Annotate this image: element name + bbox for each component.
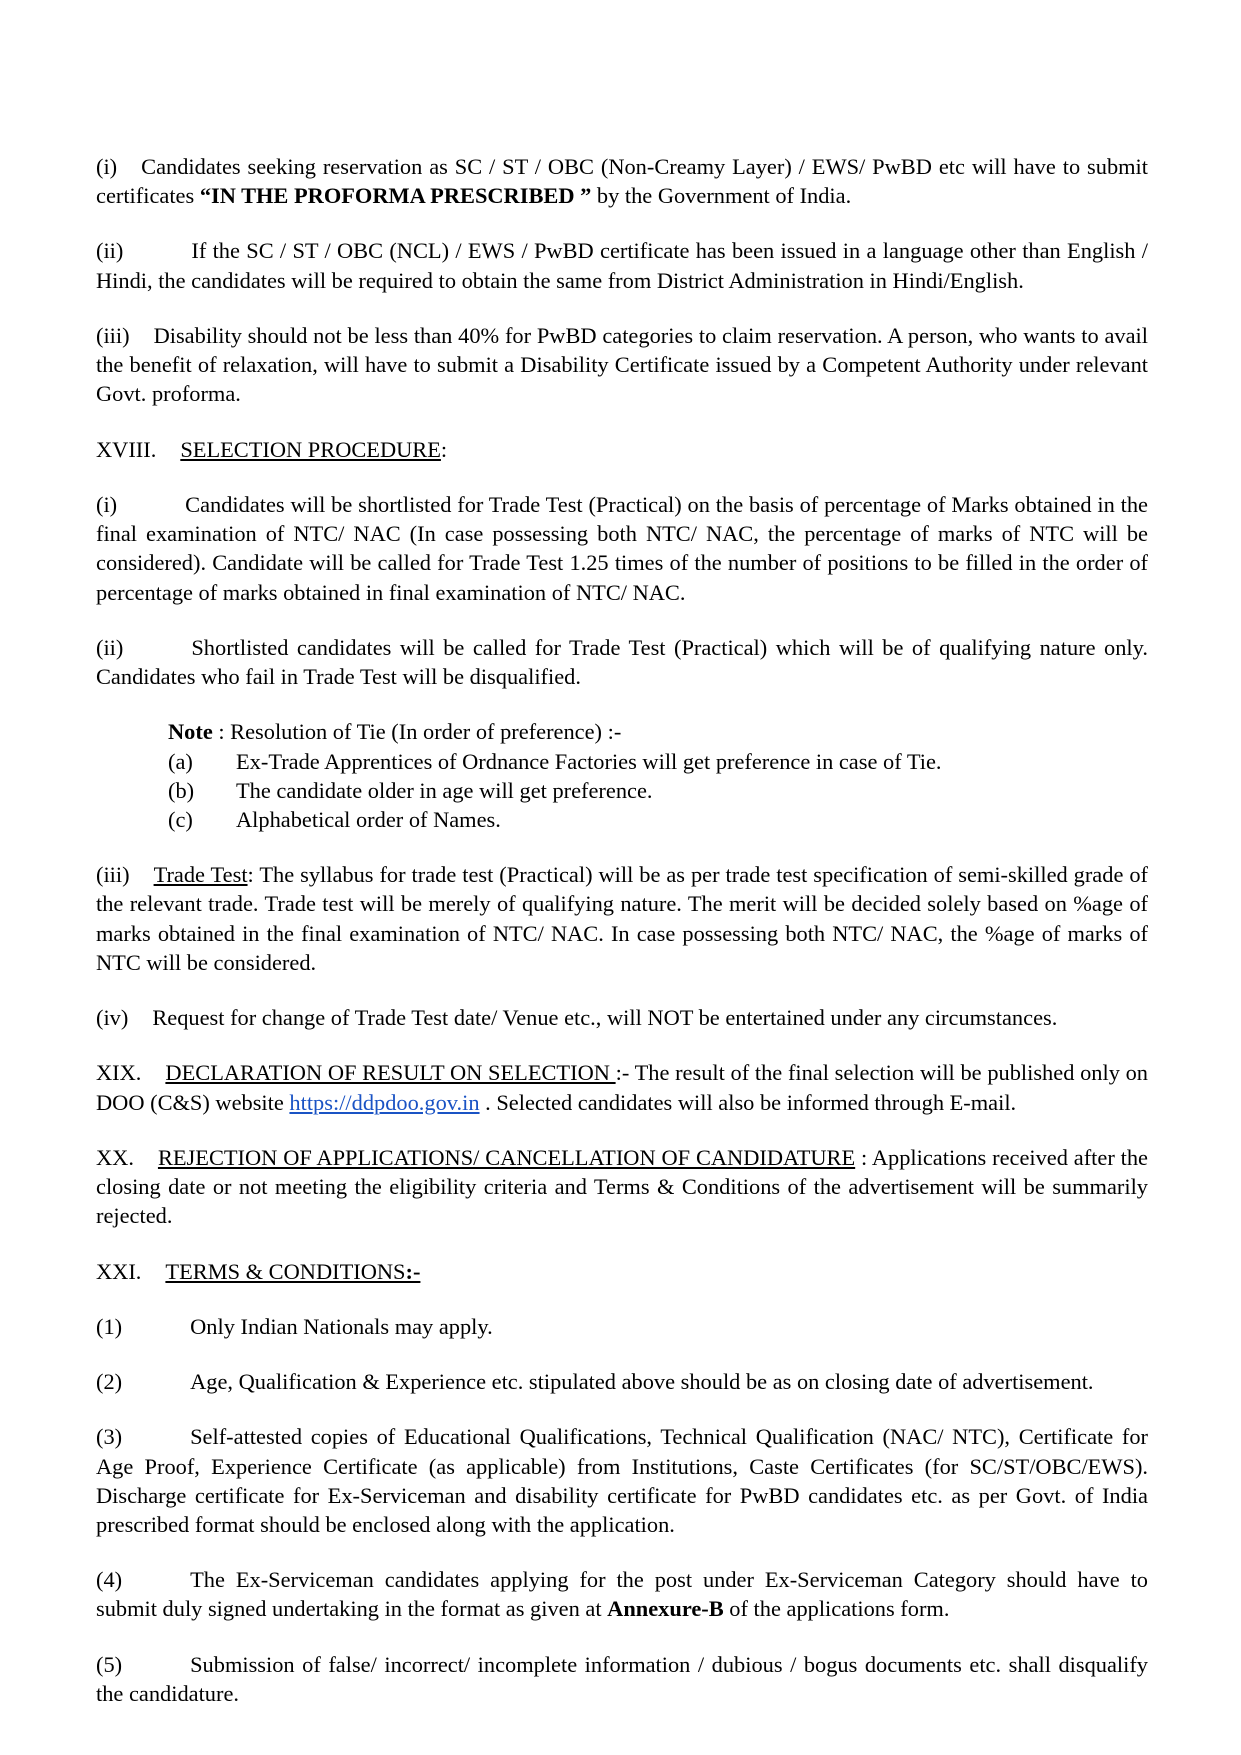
list-marker: (c) bbox=[168, 806, 193, 832]
paragraph-text: The syllabus for trade test (Practical) will be as per trade test specification of semi-skilled grade of the relevant trade. Trade test will be merely of qualifying nature. The merit will be decided solely based on %age of marks obtained in the final examination of NTC/ NAC. In case possessing both NTC/ NAC, the %age of marks of NTC will be considered. bbox=[96, 862, 1148, 975]
paragraph-text: Candidates seeking reservation as SC / ST / OBC (Non-Creamy Layer) / EWS/ PwBD etc will have to submit certificates bbox=[96, 154, 1148, 209]
emphasis-proforma-prescribed: “IN THE PROFORMA PRESCRIBED ” bbox=[199, 183, 592, 209]
paragraph-text: : Applications received after the closing date or not meeting the eligibility criteria and Terms & Conditions of the advertisement will be summarily rejected. bbox=[96, 1144, 1148, 1229]
term-item-3 bbox=[96, 1422, 1148, 1539]
paragraph-text: Shortlisted candidates will be called for Trade Test (Practical) which will be of qualifying nature only. Candidates who fail in Trade Test will be disqualified. bbox=[96, 634, 1148, 690]
term-text-tail: of the applications form. bbox=[723, 1596, 950, 1622]
note-item-b bbox=[168, 776, 1148, 805]
term-item-2 bbox=[96, 1367, 1148, 1396]
note-heading bbox=[168, 717, 1148, 746]
list-marker: (i) bbox=[96, 154, 118, 179]
note-label: Note bbox=[168, 719, 213, 745]
section-heading-text: DECLARATION OF RESULT ON SELECTION bbox=[165, 1060, 616, 1086]
section-xix-declaration-of-result bbox=[96, 1058, 1148, 1116]
list-marker: (4) bbox=[96, 1567, 123, 1593]
list-marker: (5) bbox=[96, 1651, 123, 1677]
note-block-tie-resolution bbox=[96, 717, 1148, 834]
section-heading-text: TERMS & CONDITIONS bbox=[165, 1258, 406, 1284]
emphasis-annexure-b: Annexure-B bbox=[607, 1596, 724, 1622]
paragraph-text: :- The result of the final selection will be published only on DOO (C&S) website bbox=[96, 1060, 1148, 1115]
paragraph-reservation-ii bbox=[96, 236, 1148, 294]
section-xx-rejection-of-applications bbox=[96, 1143, 1148, 1231]
paragraph-reservation-i bbox=[96, 152, 1148, 210]
note-intro: : Resolution of Tie (In order of preference) :- bbox=[212, 719, 622, 745]
paragraph-text: If the SC / ST / OBC (NCL) / EWS / PwBD certificate has been issued in a language other than English / Hindi, the candidates will be required to obtain the same from District Administration in Hindi/English. bbox=[96, 238, 1148, 293]
note-item-text: Alphabetical order of Names. bbox=[236, 806, 501, 832]
section-heading-suffix: :- bbox=[405, 1258, 421, 1284]
term-text: Age, Qualification & Experience etc. stipulated above should be as on closing date of advertisement. bbox=[190, 1369, 1094, 1395]
paragraph-selection-i bbox=[96, 490, 1148, 607]
ddpdoo-website-link[interactable]: https://ddpdoo.gov.in bbox=[289, 1089, 480, 1115]
list-marker: (i) bbox=[96, 491, 118, 517]
section-heading-xxi bbox=[96, 1257, 1148, 1286]
section-numeral: XIX. bbox=[96, 1060, 142, 1086]
term-text: Self-attested copies of Educational Qualifications, Technical Qualification (NAC/ NTC), Certificate for Age Proof, Experience Certificate (as applicable) from Institutions, Caste Certificates (for SC/ST/OBC/EWS). Discharge certificate for Ex-Serviceman and disability certificate for PwBD candidates etc. as per Govt. of India prescribed format should be enclosed along with the application. bbox=[96, 1424, 1148, 1537]
section-heading-suffix: : bbox=[440, 436, 448, 462]
note-item-c bbox=[168, 805, 1148, 834]
term-item-4 bbox=[96, 1565, 1148, 1623]
paragraph-selection-ii bbox=[96, 633, 1148, 691]
paragraph-text: Disability should not be less than 40% for PwBD categories to claim reservation. A person, who wants to avail the benefit of relaxation, will have to submit a Disability Certificate issued by a Competent Authority under relevant Govt. proforma. bbox=[96, 322, 1148, 407]
list-marker: (a) bbox=[168, 748, 193, 774]
term-text: The Ex-Serviceman candidates applying for the post under Ex-Serviceman Category should have to submit duly signed undertaking in the format as given at bbox=[96, 1567, 1148, 1622]
trade-test-lead: Trade Test bbox=[153, 862, 248, 888]
note-item-text: Ex-Trade Apprentices of Ordnance Factories will get preference in case of Tie. bbox=[236, 748, 942, 774]
list-marker: (1) bbox=[96, 1313, 123, 1339]
paragraph-text-tail: . Selected candidates will also be informed through E-mail. bbox=[479, 1089, 1017, 1115]
list-marker: (iii) bbox=[96, 322, 130, 348]
list-marker: (2) bbox=[96, 1369, 123, 1395]
paragraph-selection-iv bbox=[96, 1003, 1148, 1032]
paragraph-text: Candidates will be shortlisted for Trade Test (Practical) on the basis of percentage of Marks obtained in the final examination of NTC/ NAC (In case possessing both NTC/ NAC, the percentage of marks of NTC will be considered). Candidate will be called for Trade Test 1.25 times of the number of positions to be filled in the order of percentage of marks obtained in final examination of NTC/ NAC. bbox=[96, 491, 1148, 605]
list-marker: (iii) bbox=[96, 862, 130, 888]
paragraph-text-tail: by the Government of India. bbox=[591, 183, 852, 209]
term-text: Submission of false/ incorrect/ incomplete information / dubious / bogus documents etc. shall disqualify the candidature. bbox=[96, 1651, 1148, 1706]
list-marker: (b) bbox=[168, 777, 195, 803]
list-marker: (3) bbox=[96, 1424, 123, 1450]
section-numeral: XXI. bbox=[96, 1258, 142, 1284]
section-numeral: XVIII. bbox=[96, 436, 157, 462]
section-heading-text: SELECTION PROCEDURE bbox=[180, 436, 441, 462]
section-heading-xviii bbox=[96, 435, 1148, 464]
section-heading-text: REJECTION OF APPLICATIONS/ CANCELLATION OF CANDIDATURE bbox=[157, 1144, 856, 1170]
term-item-1 bbox=[96, 1312, 1148, 1341]
list-marker: (ii) bbox=[96, 634, 124, 660]
list-marker: (iv) bbox=[96, 1005, 129, 1031]
list-marker: (ii) bbox=[96, 238, 124, 264]
document-body bbox=[96, 152, 1148, 1708]
note-item-a bbox=[168, 747, 1148, 776]
trade-test-lead-suffix: : bbox=[247, 862, 254, 888]
term-item-5 bbox=[96, 1650, 1148, 1708]
section-numeral: XX. bbox=[96, 1144, 134, 1170]
note-item-text: The candidate older in age will get preference. bbox=[236, 777, 653, 803]
paragraph-selection-iii bbox=[96, 860, 1148, 977]
term-text: Only Indian Nationals may apply. bbox=[190, 1313, 493, 1339]
paragraph-text: Request for change of Trade Test date/ Venue etc., will NOT be entertained under any circumstances. bbox=[152, 1005, 1058, 1031]
paragraph-reservation-iii bbox=[96, 321, 1148, 409]
